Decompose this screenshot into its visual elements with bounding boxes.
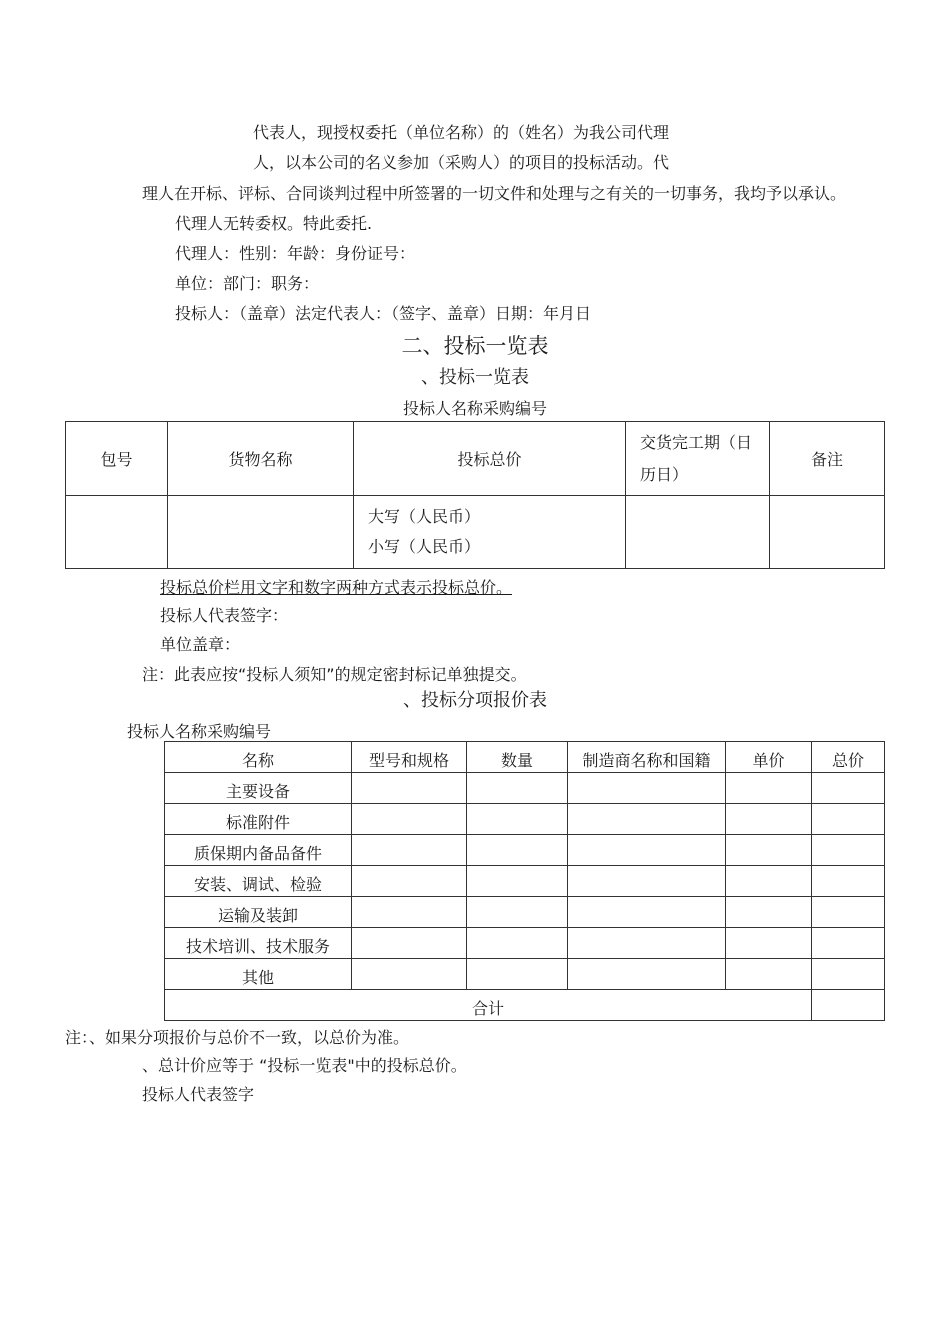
seal-line: 单位盖章： [160,635,241,654]
signature-line: 投标人代表签字： [160,606,289,625]
total-value [812,990,885,1021]
item-name: 标准附件 [165,804,352,835]
header-cell: 数量 [467,742,568,773]
letter-line-2: 人，以本公司的名义参加（采购人）的项目的投标活动。代 [253,153,670,172]
price-upper: 大写（人民币） [368,507,481,526]
summary-title: 、投标一览表 [421,367,529,388]
itemized-table [164,741,885,1021]
header-cell: 包号 [66,422,168,496]
letter-line-6: 单位：部门：职务： [175,274,320,293]
item-name: 安装、调试、检验 [165,866,352,897]
table-header-row [66,422,885,496]
summary-note: 注：此表应按“投标人须知”的规定密封标记单独提交。 [142,665,527,684]
price-note: 投标总价栏用文字和数字两种方式表示投标总价。 [160,578,513,597]
header-cell: 总价 [812,742,885,773]
itemized-title: 、投标分项报价表 [403,690,547,711]
letter-line-7: 投标人：（盖章）法定代表人：（签字、盖章）日期：年月日 [175,304,592,323]
header-cell: 投标总价 [354,422,626,496]
table-row [165,835,885,866]
header-cell: 货物名称 [168,422,354,496]
price-lower: 小写（人民币） [368,537,481,556]
table-row [165,959,885,990]
header-cell: 交货完工期（日历日） [626,422,770,496]
item-name: 运输及装卸 [165,897,352,928]
item-name: 主要设备 [165,773,352,804]
item-name: 质保期内备品备件 [165,835,352,866]
summary-subtitle: 投标人名称采购编号 [402,399,547,418]
total-row [165,990,885,1021]
table-row [66,496,885,569]
table-cell [66,496,168,569]
table-row [165,866,885,897]
footer-note-1: 注：、如果分项报价与总价不一致，以总价为准。 [65,1028,410,1047]
table-cell [770,496,885,569]
letter-line-1: 代表人，现授权委托（单位名称）的（姓名）为我公司代理 [253,123,670,142]
table-row [165,928,885,959]
item-name: 其他 [165,959,352,990]
price-cell [354,496,626,569]
itemized-subtitle: 投标人名称采购编号 [127,722,272,741]
header-cell: 制造商名称和国籍 [568,742,726,773]
header-cell: 单价 [726,742,812,773]
header-cell: 名称 [165,742,352,773]
summary-table [65,421,885,569]
header-cell: 备注 [770,422,885,496]
table-cell [168,496,354,569]
table-row [165,804,885,835]
total-label: 合计 [165,990,812,1021]
letter-line-4: 代理人无转委权。特此委托. [175,214,373,233]
letter-line-3: 理人在开标、评标、合同谈判过程中所签署的一切文件和处理与之有关的一切事务，我均予以承认。 [142,184,847,203]
section-title: 二、投标一览表 [401,334,549,358]
footer-signature: 投标人代表签字 [142,1085,255,1104]
letter-line-5: 代理人：性别：年龄：身份证号： [175,244,416,263]
header-cell: 型号和规格 [352,742,467,773]
table-cell [626,496,770,569]
footer-note-2: 、总计价应等于 “投标一览表"中的投标总价。 [142,1056,467,1075]
table-header-row [165,742,885,773]
item-name: 技术培训、技术服务 [165,928,352,959]
table-row [165,897,885,928]
table-row [165,773,885,804]
